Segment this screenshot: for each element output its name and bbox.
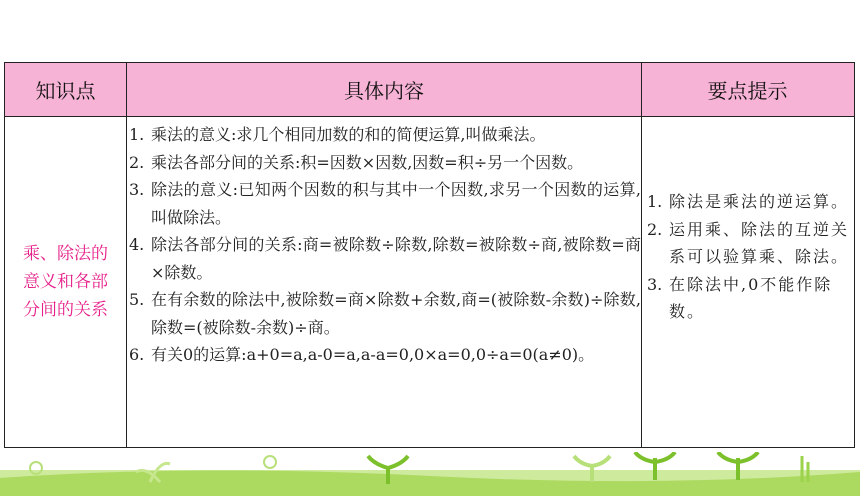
tip-text: 在除法中,0不能作除数。 — [669, 274, 833, 321]
column-divider — [126, 63, 127, 447]
decorative-grass-footer — [0, 452, 860, 496]
tips-list — [647, 188, 851, 326]
content-item — [129, 341, 641, 369]
item-number: 1. — [129, 125, 145, 144]
tip-item — [647, 188, 851, 216]
header-specific-content: 具体内容 — [344, 79, 424, 103]
topic-line: 乘、除法的 — [23, 244, 108, 264]
item-number: 6. — [129, 345, 145, 364]
item-text: 除法各部分间的关系:商=被除数÷除数,除数=被除数÷商,被除数=商×除数。 — [151, 235, 641, 282]
item-number: 3. — [129, 180, 145, 199]
content-item — [129, 176, 641, 231]
item-text: 有关0的运算:a+0=a,a-0=a,a-a=0,0×a=0,0÷a=0(a≠0)。 — [151, 345, 595, 364]
item-text: 除法的意义:已知两个因数的积与其中一个因数,求另一个因数的运算,叫做除法。 — [151, 180, 641, 227]
item-number: 2. — [129, 152, 145, 172]
topic-line: 意义和各部 — [23, 272, 108, 292]
tip-number: 3. — [647, 274, 663, 294]
topic-line: 分间的关系 — [23, 300, 108, 320]
tip-text: 除法是乘法的逆运算。 — [669, 192, 850, 211]
content-item — [129, 286, 641, 341]
tip-item — [647, 216, 851, 271]
tip-number: 1. — [647, 192, 663, 211]
content-item — [129, 149, 641, 177]
header-key-tips: 要点提示 — [707, 79, 788, 103]
item-text: 乘法各部分间的关系:积=因数×因数,因数=积÷另一个因数。 — [151, 152, 584, 172]
column-divider — [641, 63, 642, 447]
item-text: 乘法的意义:求几个相同加数的和的简便运算,叫做乘法。 — [151, 125, 546, 144]
content-item — [129, 121, 641, 149]
tip-number: 2. — [647, 219, 663, 239]
content-list — [129, 121, 641, 369]
content-item — [129, 231, 641, 286]
circle-decoration-icon — [264, 456, 276, 468]
tip-item — [647, 271, 851, 326]
item-number: 4. — [129, 235, 145, 254]
knowledge-table — [4, 62, 855, 448]
item-text: 在有余数的除法中,被除数=商×除数+余数,商=(被除数-余数)÷除数,除数=(被除数-余数)÷商。 — [151, 290, 641, 337]
header-knowledge-point: 知识点 — [35, 79, 96, 103]
tip-text: 运用乘、除法的互逆关系可以验算乘、除法。 — [669, 219, 850, 266]
topic-cell — [5, 117, 126, 447]
item-number: 5. — [129, 290, 145, 309]
